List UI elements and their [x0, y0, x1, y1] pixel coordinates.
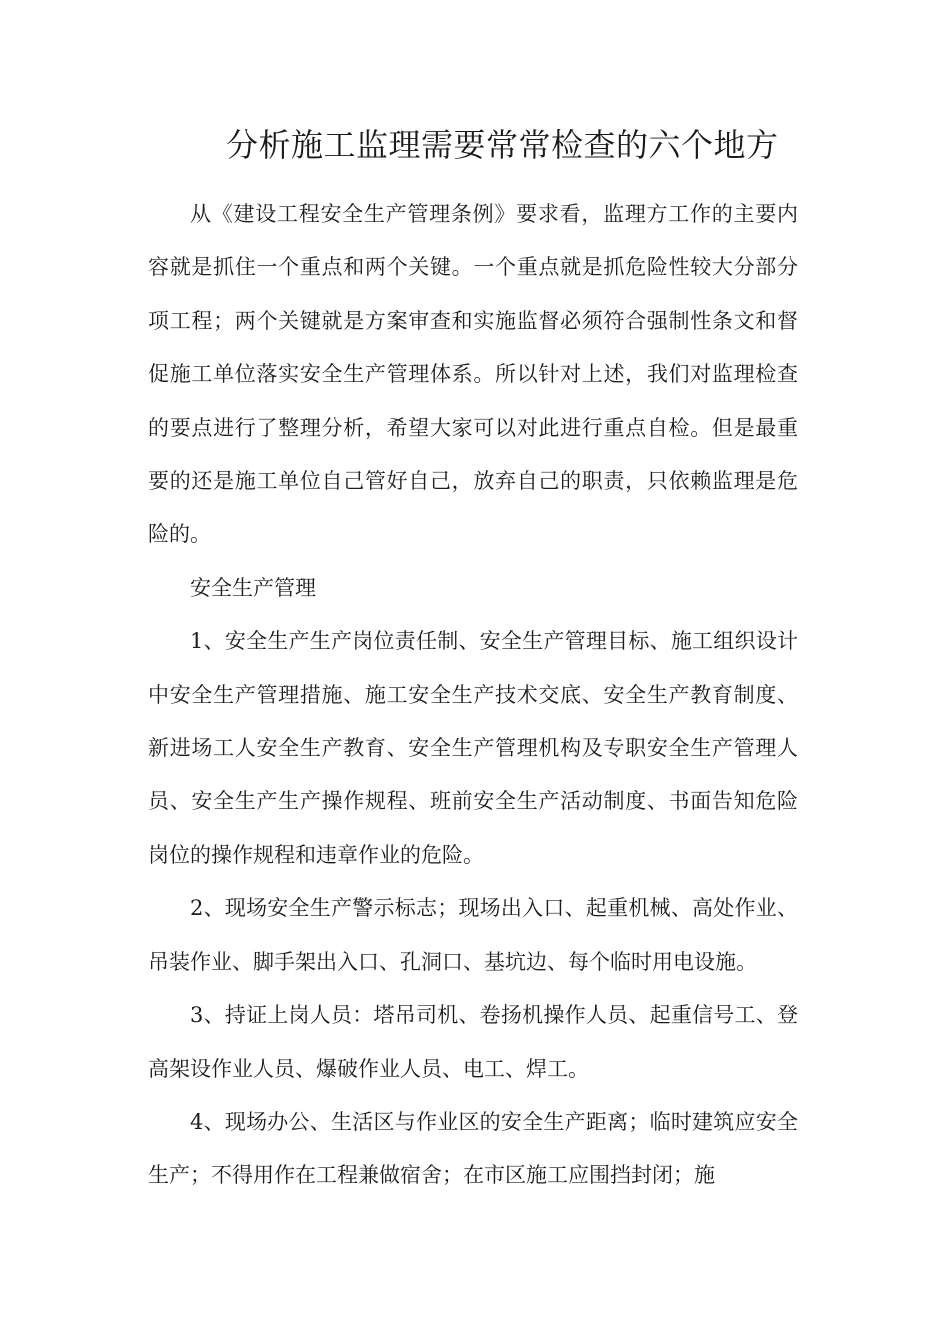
list-item-2: 2、现场安全生产警示标志；现场出入口、起重机械、高处作业、吊装作业、脚手架出入口、孔洞口、基坑边、每个临时用电设施。 — [148, 896, 798, 974]
list-item-3: 3、持证上岗人员：塔吊司机、卷扬机操作人员、起重信号工、登高架设作业人员、爆破作业人员、电工、焊工。 — [148, 1003, 798, 1081]
list-item-1: 1、安全生产生产岗位责任制、安全生产管理目标、施工组织设计中安全生产管理措施、施工安全生产技术交底、安全生产教育制度、新进场工人安全生产教育、安全生产管理机构及专职安全生产管理人员、安全生产生产操作规程、班前安全生产活动制度、书面告知危险岗位的操作规程和违章作业的危险。 — [148, 629, 798, 867]
section-heading: 安全生产管理 — [190, 575, 316, 600]
document-title: 分析施工监理需要常常检查的六个地方 — [226, 126, 779, 164]
document-body — [148, 188, 798, 1203]
intro-paragraph: 从《建设工程安全生产管理条例》要求看，监理方工作的主要内容就是抓住一个重点和两个关键。一个重点就是抓危险性较大分部分项工程；两个关键就是方案审查和实施监督必须符合强制性条文和督促施工单位落实安全生产管理体系。所以针对上述，我们对监理检查的要点进行了整理分析，希望大家可以对此进行重点自检。但是最重要的还是施工单位自己管好自己，放弃自己的职责，只依赖监理是危险的。 — [148, 202, 798, 547]
list-item-4: 4、现场办公、生活区与作业区的安全生产距离；临时建筑应安全生产；不得用作在工程兼做宿舍；在市区施工应围挡封闭；施 — [148, 1109, 798, 1188]
